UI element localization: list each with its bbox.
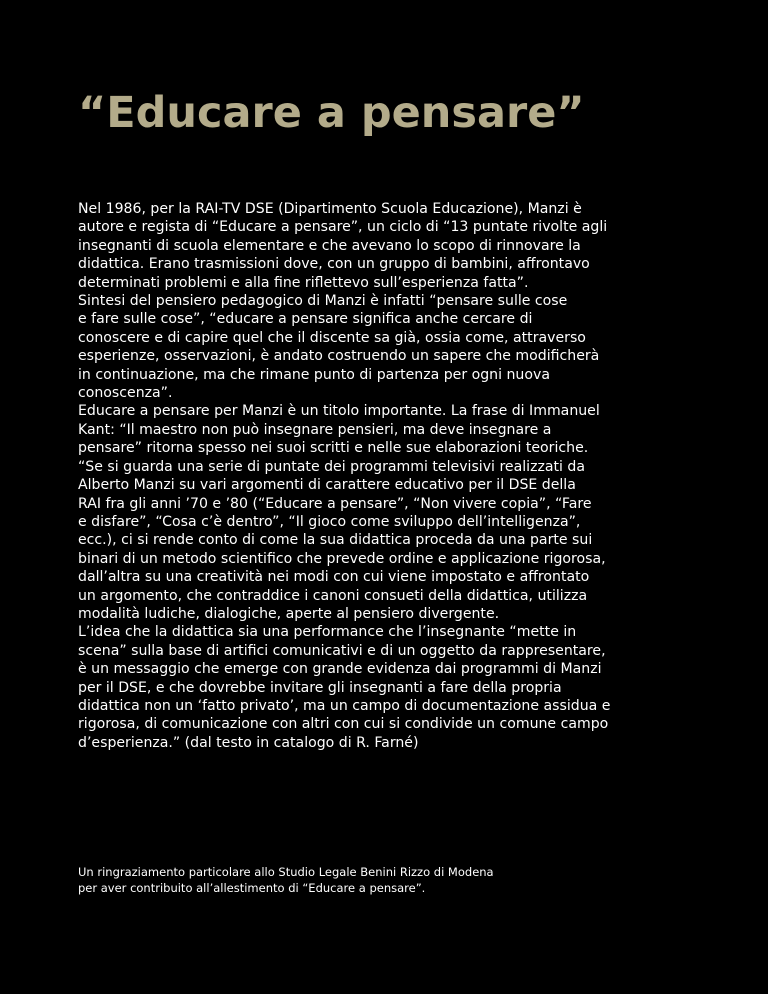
body-line: dall’altra su una creatività nei modi con cui viene impostato e affrontato — [78, 569, 590, 586]
body-line: d’esperienza.” (dal testo in catalogo di R. Farné) — [78, 734, 419, 751]
body-line: Alberto Manzi su vari argomenti di carattere educativo per il DSE della — [78, 477, 576, 494]
body-line: determinati problemi e alla fine riflettevo sull’esperienza fatta”. — [78, 274, 529, 291]
body-line: “Se si guarda una serie di puntate dei programmi televisivi realizzati da — [78, 458, 586, 475]
body-line: didattica. Erano trasmissioni dove, con un gruppo di bambini, affrontavo — [78, 256, 590, 273]
body-text — [78, 200, 698, 752]
body-line: Educare a pensare per Manzi è un titolo importante. La frase di Immanuel — [78, 403, 600, 420]
body-line: insegnanti di scuola elementare e che avevano lo scopo di rinnovare la — [78, 237, 581, 254]
body-line: per il DSE, e che dovrebbe invitare gli insegnanti a fare della propria — [78, 679, 562, 696]
body-line: modalità ludiche, dialogiche, aperte al pensiero divergente. — [78, 605, 500, 622]
footer-line: per aver contribuito all’allestimento di “Educare a pensare”. — [78, 881, 426, 895]
body-line: esperienze, osservazioni, è andato costruendo un sapere che modificherà — [78, 348, 600, 365]
body-line: L’idea che la didattica sia una performance che l’insegnante “mette in — [78, 624, 577, 641]
body-line: ecc.), ci si rende conto di come la sua didattica proceda da una parte sui — [78, 532, 593, 549]
acknowledgement-footer — [78, 864, 698, 896]
body-line: e disfare”, “Cosa c’è dentro”, “Il gioco come sviluppo dell’intelligenza”, — [78, 513, 581, 530]
body-line: conoscere e di capire quel che il discente sa già, ossia come, attraverso — [78, 329, 586, 346]
body-line: in continuazione, ma che rimane punto di partenza per ogni nuova — [78, 366, 550, 383]
body-line: e fare sulle cose”, “educare a pensare significa anche cercare di — [78, 311, 533, 328]
body-line: scena” sulla base di artifici comunicativi e di un oggetto da rappresentare, — [78, 642, 606, 659]
body-line: Nel 1986, per la RAI-TV DSE (Dipartimento Scuola Educazione), Manzi è — [78, 201, 582, 217]
body-line: Sintesi del pensiero pedagogico di Manzi è infatti “pensare sulle cose — [78, 293, 568, 310]
body-line: pensare” ritorna spesso nei suoi scritti e nelle sue elaborazioni teoriche. — [78, 440, 589, 457]
body-line: un argomento, che contraddice i canoni consueti della didattica, utilizza — [78, 587, 588, 604]
body-line: didattica non un ‘fatto privato’, ma un campo di documentazione assidua e — [78, 697, 611, 714]
body-line: RAI fra gli anni ’70 e ’80 (“Educare a pensare”, “Non vivere copia”, “Fare — [78, 495, 592, 512]
footer-line: Un ringraziamento particolare allo Studio Legale Benini Rizzo di Modena — [78, 865, 494, 879]
body-line: rigorosa, di comunicazione con altri con cui si condivide un comune campo — [78, 716, 609, 733]
body-line: è un messaggio che emerge con grande evidenza dai programmi di Manzi — [78, 661, 602, 678]
body-line: binari di un metodo scientifico che prevede ordine e applicazione rigorosa, — [78, 550, 606, 567]
body-line: Kant: “Il maestro non può insegnare pensieri, ma deve insegnare a — [78, 421, 552, 438]
body-line: conoscenza”. — [78, 385, 173, 402]
page-title: “Educare a pensare” — [78, 88, 585, 138]
body-line: autore e regista di “Educare a pensare”, un ciclo di “13 puntate rivolte agli — [78, 219, 608, 236]
